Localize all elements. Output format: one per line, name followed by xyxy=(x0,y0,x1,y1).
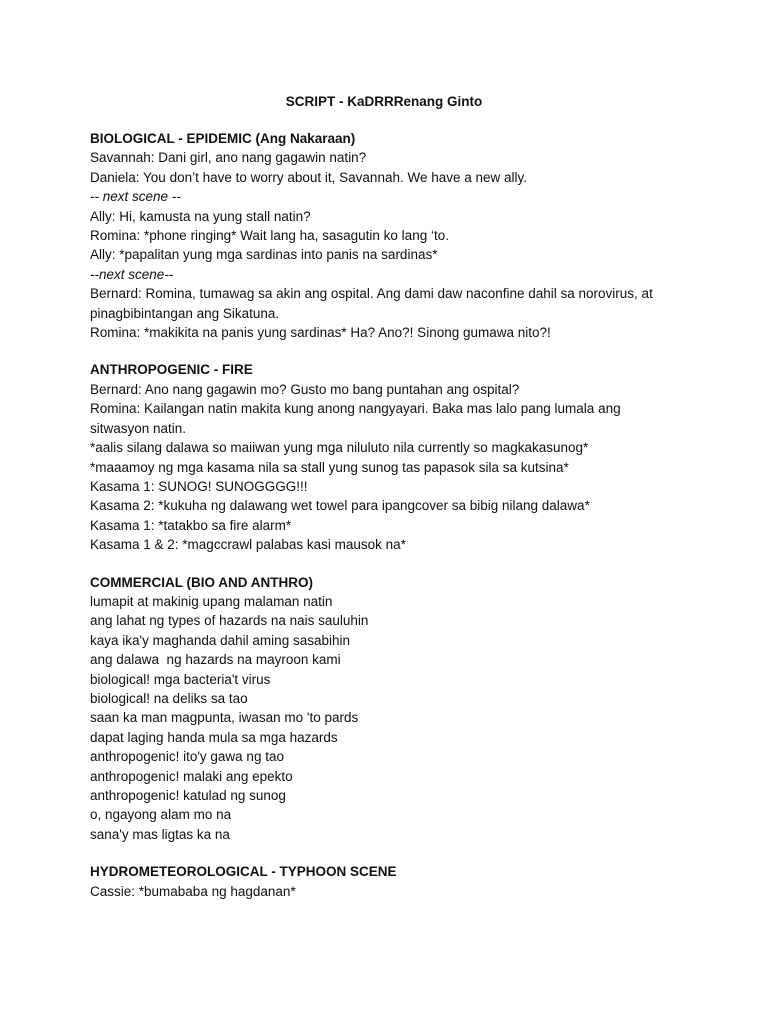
script-line: pinagbibintangan ang Sikatuna. xyxy=(90,305,280,321)
lyric-line: biological! na deliks sa tao xyxy=(90,690,248,706)
script-line: Romina: *phone ringing* Wait lang ha, sasagutin ko lang ‘to. xyxy=(90,228,449,244)
document-title: SCRIPT - KaDRRRenang Ginto xyxy=(285,94,483,109)
script-line: sitwasyon natin. xyxy=(90,420,187,436)
script-page xyxy=(90,92,730,919)
script-line: Savannah: Dani girl, ano nang gagawin natin? xyxy=(90,150,367,166)
script-line: Ally: Hi, kamusta na yung stall natin? xyxy=(90,208,311,224)
section-biological xyxy=(90,129,730,342)
lyric-line: dapat laging handa mula sa mga hazards xyxy=(90,729,338,745)
script-line: Kasama 1: SUNOG! SUNOGGGG!!! xyxy=(90,478,308,494)
section-heading: HYDROMETEOROLOGICAL - TYPHOON SCENE xyxy=(90,864,397,880)
lyric-line: anthropogenic! ito'y gawa ng tao xyxy=(90,749,284,765)
script-line: *aalis silang dalawa so maiiwan yung mga niluluto nila currently so magkakasunog* xyxy=(90,440,589,456)
section-heading: BIOLOGICAL - EPIDEMIC (Ang Nakaraan) xyxy=(90,131,356,146)
script-line: Ally: *papalitan yung mga sardinas into panis na sardinas* xyxy=(90,247,438,263)
script-line: *maaamoy ng mga kasama nila sa stall yung sunog tas papasok sila sa kutsina* xyxy=(90,459,569,475)
script-line: Bernard: Ano nang gagawin mo? Gusto mo bang puntahan ang ospital? xyxy=(90,381,520,397)
lyric-line: lumapit at makinig upang malaman natin xyxy=(90,593,333,609)
lyric-line: saan ka man magpunta, iwasan mo 'to pards xyxy=(90,710,359,726)
lyric-line: kaya ika'y maghanda dahil aming sasabihin xyxy=(90,632,350,648)
script-line: Kasama 2: *kukuha ng dalawang wet towel para ipangcover sa bibig nilang dalawa* xyxy=(90,498,590,514)
script-line: Romina: Kailangan natin makita kung anong nangyayari. Baka mas lalo pang lumala ang xyxy=(90,401,621,417)
section-heading: ANTHROPOGENIC - FIRE xyxy=(90,362,253,378)
lyric-line: biological! mga bacteria't virus xyxy=(90,671,271,687)
lyric-line: sana'y mas ligtas ka na xyxy=(90,826,230,842)
script-line: Cassie: *bumababa ng hagdanan* xyxy=(90,883,296,899)
section-hydrometeorological xyxy=(90,862,730,901)
script-line: Daniela: You don’t have to worry about it, Savannah. We have a new ally. xyxy=(90,169,528,185)
section-commercial xyxy=(90,573,730,845)
section-anthropogenic xyxy=(90,360,730,554)
scene-break: --next scene-- xyxy=(90,266,174,282)
lyric-line: anthropogenic! katulad ng sunog xyxy=(90,788,286,803)
script-line: Kasama 1 & 2: *magccrawl palabas kasi mausok na* xyxy=(90,537,406,553)
script-line: Romina: *makikita na panis yung sardinas* Ha? Ano?! Sinong gumawa nito?! xyxy=(90,325,551,341)
lyric-line: ang dalawa ng hazards na mayroon kami xyxy=(90,652,341,668)
lyric-line: ang lahat ng types of hazards na nais sauluhin xyxy=(90,613,369,629)
section-heading: COMMERCIAL (BIO AND ANTHRO) xyxy=(90,574,313,590)
lyric-line: anthropogenic! malaki ang epekto xyxy=(90,768,293,784)
scene-break: -- next scene -- xyxy=(90,189,181,205)
script-line: Kasama 1: *tatakbo sa fire alarm* xyxy=(90,517,292,533)
script-line: Bernard: Romina, tumawag sa akin ang ospital. Ang dami daw naconfine dahil sa norovirus, at xyxy=(90,286,653,302)
lyric-line: o, ngayong alam mo na xyxy=(90,807,232,823)
